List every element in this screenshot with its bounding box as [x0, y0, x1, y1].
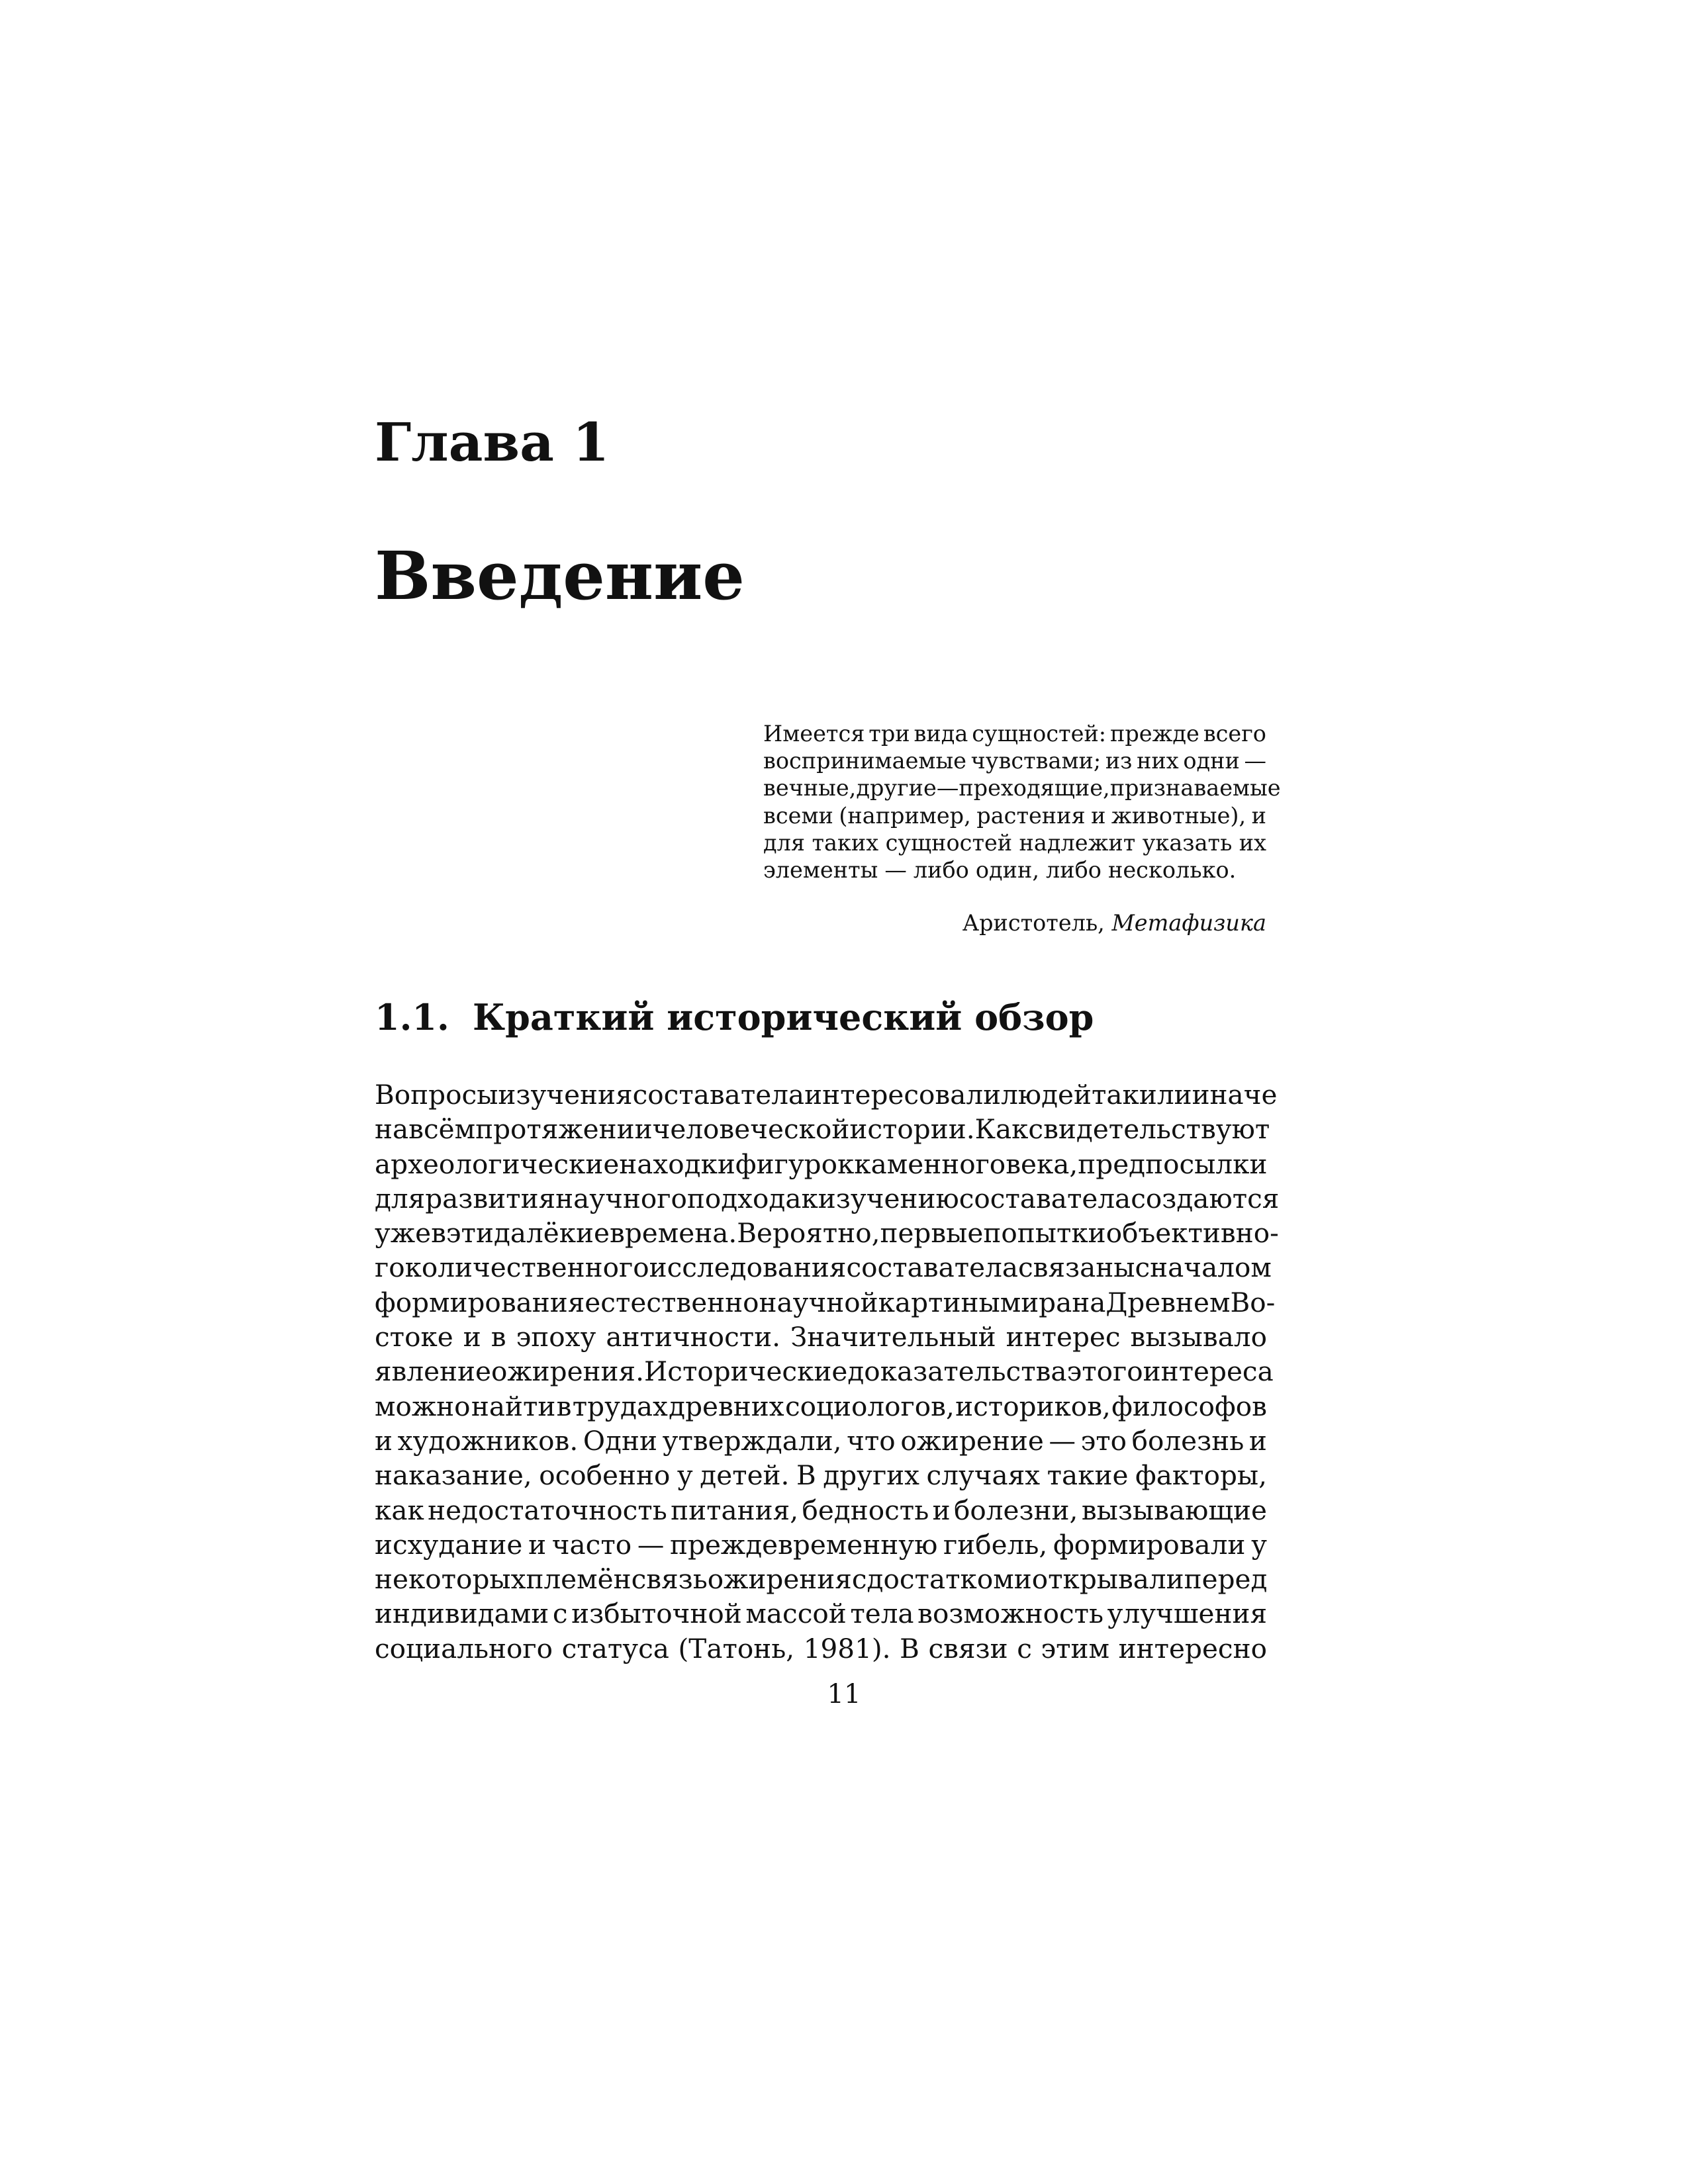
- body-word: это: [1080, 1424, 1127, 1457]
- epigraph-author: Аристотель,: [962, 910, 1105, 936]
- body-word: на: [375, 1113, 409, 1146]
- body-word: вызывающие: [1081, 1494, 1267, 1526]
- body-word: перед: [1184, 1563, 1268, 1596]
- epigraph-word: всего: [1203, 721, 1266, 747]
- epigraph-word: элементы: [763, 856, 878, 883]
- epigraph-word: всеми: [763, 802, 833, 829]
- epigraph-word: вечные,: [763, 775, 857, 801]
- body-word: Исторические: [643, 1355, 848, 1388]
- epigraph-word: другие: [856, 775, 937, 801]
- body-word: фигурок: [735, 1148, 855, 1180]
- body-word: можно: [375, 1390, 471, 1422]
- body-word: социального: [375, 1632, 553, 1664]
- body-word: создаются: [1131, 1182, 1280, 1214]
- section-title: Краткий исторический обзор: [473, 996, 1094, 1038]
- epigraph-word: сущностей:: [972, 721, 1107, 747]
- body-word: всём: [408, 1113, 476, 1146]
- body-word: наказание,: [375, 1459, 532, 1492]
- body-word: ожирения.: [491, 1355, 644, 1388]
- body-word: В: [796, 1459, 816, 1492]
- body-word: времена.: [610, 1217, 737, 1250]
- body-word: такие: [1047, 1459, 1129, 1492]
- body-line: [375, 1250, 1272, 1285]
- body-word: археологические: [375, 1148, 620, 1180]
- body-word: что: [847, 1424, 896, 1457]
- epigraph-word: —: [884, 856, 907, 883]
- body-word: Одни: [583, 1424, 657, 1457]
- body-word: состава: [959, 1182, 1067, 1214]
- body-word: далёкие: [493, 1217, 610, 1250]
- body-word: тела: [850, 1598, 914, 1630]
- body-word: утверждали,: [662, 1424, 842, 1457]
- body-word: недостаточность: [428, 1494, 667, 1526]
- body-word: улучшения: [1107, 1598, 1267, 1630]
- body-word: и: [375, 1424, 393, 1457]
- body-line: [375, 1181, 1280, 1216]
- body-word: древних: [669, 1390, 784, 1422]
- epigraph-line: [763, 720, 1266, 747]
- body-word: для: [375, 1182, 426, 1214]
- body-word: в: [431, 1217, 446, 1250]
- body-word: века,: [1006, 1148, 1078, 1180]
- body-line: [375, 1285, 1276, 1320]
- chapter-label: Глава 1: [375, 411, 610, 473]
- body-word: питания,: [671, 1494, 799, 1526]
- body-word: состава: [846, 1251, 955, 1284]
- body-line: [375, 1216, 1279, 1250]
- body-word: массой: [745, 1598, 847, 1630]
- body-word: в: [491, 1321, 506, 1353]
- body-word: случаях: [926, 1459, 1041, 1492]
- body-line: [375, 1458, 1267, 1492]
- epigraph-word: и: [1251, 802, 1266, 829]
- body-word: возможность: [917, 1598, 1104, 1630]
- epigraph-line: [763, 802, 1266, 829]
- body-line: [375, 1354, 1274, 1388]
- body-word: интереса: [1143, 1355, 1274, 1388]
- chapter-title: Введение: [375, 537, 745, 615]
- body-word: истории.: [849, 1113, 975, 1146]
- body-word: у: [1251, 1528, 1267, 1561]
- body-word: естественнонаучной: [585, 1286, 878, 1318]
- epigraph-word: указать: [1142, 829, 1233, 856]
- body-word: вызывало: [1130, 1321, 1267, 1353]
- epigraph-line: [763, 747, 1266, 774]
- epigraph: [763, 720, 1281, 884]
- body-word: детей.: [700, 1459, 790, 1492]
- body-word: статуса: [561, 1632, 669, 1664]
- epigraph-word: преходящие,: [959, 775, 1110, 801]
- body-word: историков,: [955, 1390, 1111, 1422]
- body-word: этого: [1066, 1355, 1143, 1388]
- body-word: с: [1135, 1251, 1150, 1284]
- body-word: —: [637, 1528, 665, 1561]
- epigraph-word: прежде: [1110, 721, 1199, 747]
- epigraph-word: сущностей: [885, 829, 1013, 856]
- epigraph-word: вида: [914, 721, 968, 747]
- epigraph-word: три: [868, 721, 910, 747]
- body-word: тела: [954, 1251, 1018, 1284]
- body-word: людей: [1001, 1079, 1092, 1111]
- body-word: так: [1091, 1079, 1139, 1111]
- epigraph-word: —: [1244, 748, 1266, 774]
- body-word: и: [1248, 1424, 1267, 1457]
- body-word: Вопросы: [375, 1079, 498, 1111]
- epigraph-word: растения: [976, 802, 1086, 829]
- body-word: связаны: [1017, 1251, 1135, 1284]
- body-word: состава: [632, 1079, 741, 1111]
- epigraph-word: либо: [913, 856, 969, 883]
- body-word: картины: [878, 1286, 1000, 1318]
- body-line: [375, 1389, 1267, 1424]
- body-word: Вероятно,: [737, 1217, 880, 1250]
- epigraph-word: Имеется: [763, 721, 865, 747]
- body-word: интерес: [1006, 1321, 1121, 1353]
- body-word: изучению: [818, 1182, 959, 1214]
- body-word: у: [677, 1459, 693, 1492]
- epigraph-attribution: [962, 910, 1266, 936]
- body-line: [375, 1147, 1267, 1181]
- body-word: подхода: [686, 1182, 802, 1214]
- body-word: факторы,: [1135, 1459, 1267, 1492]
- body-word: мира: [1000, 1286, 1072, 1318]
- body-word: го: [375, 1251, 405, 1284]
- epigraph-word: из: [1105, 748, 1133, 774]
- body-word: найти: [471, 1390, 556, 1422]
- body-word: болезнь: [1131, 1424, 1244, 1457]
- body-word: свидетельствуют: [1028, 1113, 1270, 1146]
- body-line: [375, 1493, 1267, 1527]
- body-word: связь: [631, 1563, 708, 1596]
- section-number: 1.1.: [375, 996, 449, 1038]
- epigraph-word: воспринимаемые: [763, 748, 966, 774]
- body-word: человеческой: [652, 1113, 850, 1146]
- body-word: связи: [928, 1632, 1008, 1664]
- body-word: началом: [1150, 1251, 1272, 1284]
- body-word: изучения: [498, 1079, 633, 1111]
- body-word: стоке: [375, 1321, 453, 1353]
- body-word: и: [463, 1321, 481, 1353]
- body-word: иначе: [1192, 1079, 1278, 1111]
- body-word: развития: [425, 1182, 556, 1214]
- body-word: явление: [375, 1355, 492, 1388]
- epigraph-word: них: [1137, 748, 1179, 774]
- body-word: уже: [375, 1217, 432, 1250]
- body-word: попытки: [983, 1217, 1106, 1250]
- body-paragraph: [375, 1077, 1280, 1666]
- epigraph-work: Метафизика: [1111, 910, 1266, 936]
- body-word: интересно: [1118, 1632, 1267, 1664]
- body-word: каменного: [854, 1148, 1006, 1180]
- body-word: трудах: [572, 1390, 668, 1422]
- body-word: научного: [555, 1182, 687, 1214]
- body-word: на: [1072, 1286, 1106, 1318]
- section-heading: [375, 996, 1094, 1038]
- epigraph-word: несколько.: [1108, 856, 1237, 883]
- body-word: избыточной: [571, 1598, 742, 1630]
- body-line: [375, 1596, 1267, 1631]
- body-word: ожирение: [900, 1424, 1044, 1457]
- body-line: [375, 1424, 1267, 1458]
- body-word: индивидами: [375, 1598, 549, 1630]
- body-word: эпоху: [516, 1321, 596, 1353]
- body-line: [375, 1077, 1278, 1112]
- body-word: и: [932, 1494, 951, 1526]
- body-word: в: [556, 1390, 572, 1422]
- epigraph-word: животные),: [1111, 802, 1246, 829]
- body-word: античности.: [606, 1321, 781, 1353]
- page-number: 11: [827, 1679, 861, 1709]
- body-word: В: [900, 1632, 919, 1664]
- body-word: других: [823, 1459, 920, 1492]
- body-word: некоторых: [375, 1563, 526, 1596]
- body-word: эти: [445, 1217, 494, 1250]
- body-word: протяжении: [475, 1113, 653, 1146]
- body-word: (Татонь,: [678, 1632, 795, 1664]
- body-word: 1981).: [803, 1632, 891, 1664]
- body-word: и: [1013, 1563, 1032, 1596]
- epigraph-word: и: [1091, 802, 1106, 829]
- body-word: первые: [880, 1217, 984, 1250]
- body-word: с: [851, 1563, 867, 1596]
- body-word: к: [801, 1182, 818, 1214]
- epigraph-word: один,: [975, 856, 1039, 883]
- body-word: Значительный: [790, 1321, 996, 1353]
- body-word: находки: [619, 1148, 735, 1180]
- body-word: Древнем: [1105, 1286, 1231, 1318]
- body-word: формирования: [375, 1286, 585, 1318]
- body-word: ожирения: [707, 1563, 852, 1596]
- body-word: тела: [740, 1079, 805, 1111]
- body-word: преждевременную: [670, 1528, 938, 1561]
- epigraph-word: чувствами;: [970, 748, 1102, 774]
- epigraph-word: (например,: [839, 802, 971, 829]
- epigraph-word: одни: [1183, 748, 1240, 774]
- body-line: [375, 1320, 1267, 1354]
- body-word: болезни,: [954, 1494, 1078, 1526]
- body-word: часто: [551, 1528, 632, 1561]
- body-line: [375, 1112, 1270, 1146]
- body-word: бедность: [802, 1494, 929, 1526]
- body-word: —: [1049, 1424, 1076, 1457]
- body-word: Во-: [1230, 1286, 1276, 1318]
- body-word: предпосылки: [1078, 1148, 1268, 1180]
- body-line: [375, 1527, 1267, 1562]
- epigraph-word: либо: [1046, 856, 1102, 883]
- epigraph-word: таких: [812, 829, 879, 856]
- body-word: формировали: [1053, 1528, 1246, 1561]
- body-word: философов: [1111, 1390, 1267, 1422]
- body-word: интересовали: [804, 1079, 1002, 1111]
- body-word: тела: [1066, 1182, 1131, 1214]
- body-word: Как: [974, 1113, 1029, 1146]
- epigraph-word: для: [763, 829, 806, 856]
- body-word: или: [1139, 1079, 1192, 1111]
- body-word: художников.: [397, 1424, 579, 1457]
- body-word: этим: [1041, 1632, 1110, 1664]
- epigraph-word: —: [936, 775, 959, 801]
- body-word: исследования: [649, 1251, 847, 1284]
- body-word: с: [1017, 1632, 1032, 1664]
- epigraph-word: признаваемые: [1109, 775, 1281, 801]
- body-word: с: [552, 1598, 568, 1630]
- body-line: [375, 1631, 1267, 1666]
- body-word: открывали: [1031, 1563, 1184, 1596]
- epigraph-word: надлежит: [1019, 829, 1136, 856]
- body-word: социологов,: [784, 1390, 955, 1422]
- body-word: гибель,: [943, 1528, 1048, 1561]
- body-word: племён: [526, 1563, 632, 1596]
- epigraph-line: [763, 829, 1266, 856]
- body-word: исхудание: [375, 1528, 523, 1561]
- epigraph-line: [763, 774, 1281, 801]
- body-word: и: [528, 1528, 547, 1561]
- epigraph-word: их: [1239, 829, 1266, 856]
- body-word: объективно-: [1105, 1217, 1279, 1250]
- body-word: особенно: [539, 1459, 671, 1492]
- body-word: достатком: [867, 1563, 1014, 1596]
- body-word: как: [375, 1494, 424, 1526]
- epigraph-line: [763, 856, 1266, 884]
- body-word: количественного: [404, 1251, 649, 1284]
- body-word: доказательства: [847, 1355, 1067, 1388]
- body-line: [375, 1562, 1267, 1596]
